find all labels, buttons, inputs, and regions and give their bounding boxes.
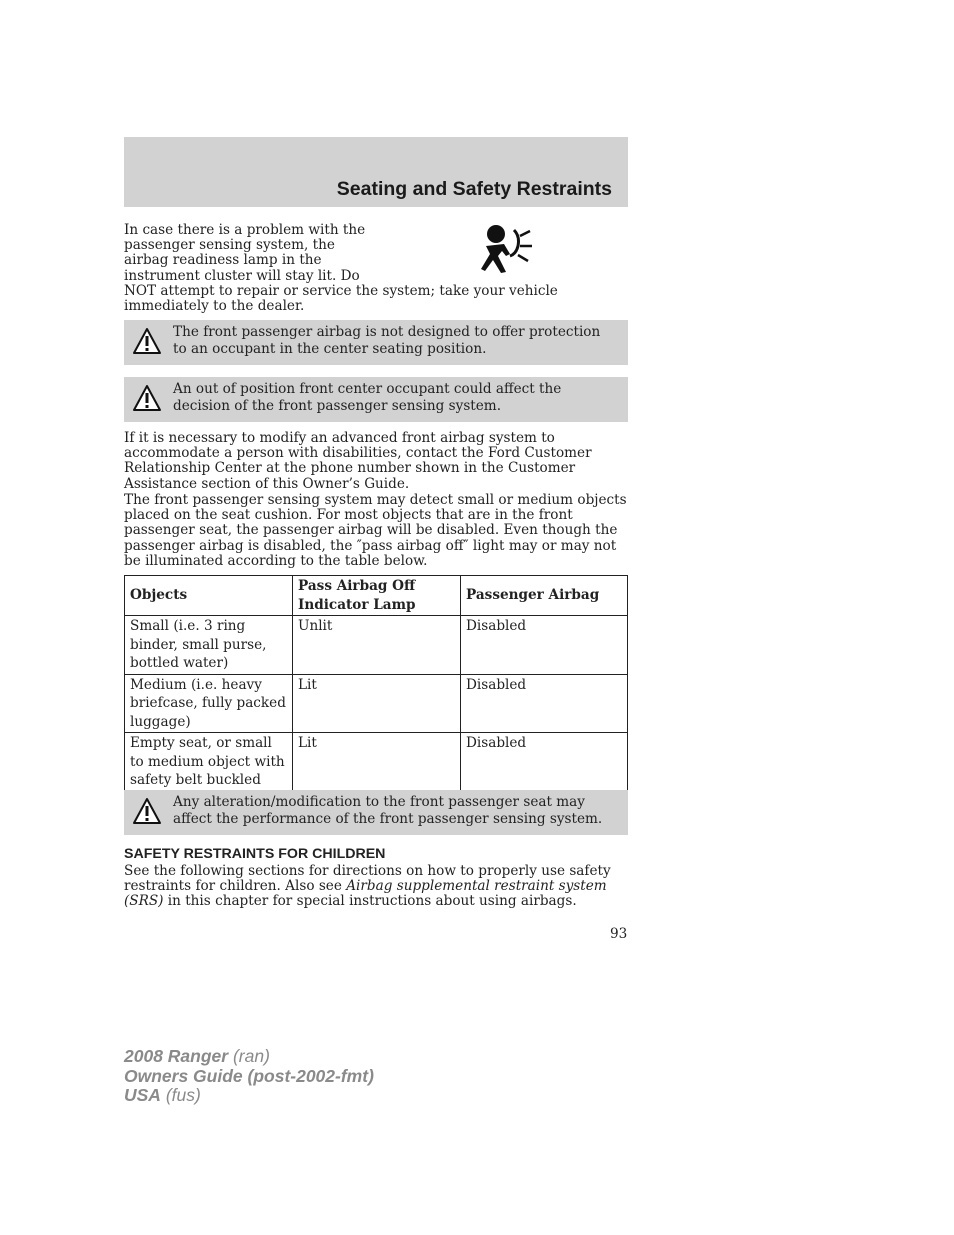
footer-model-code: (ran) [232, 1046, 270, 1066]
warning-text: The front passenger airbag is not designed to offer protection to an occupant in the center seating position. [173, 324, 601, 357]
intro-line: passenger sensing system, the [124, 237, 335, 254]
table-row [125, 733, 628, 792]
srs-reference-link[interactable]: Airbag supplemental restraint system (SRS) [124, 878, 607, 910]
table-cell: Disabled [461, 733, 628, 792]
table-cell: Lit [293, 733, 461, 792]
warning-text: An out of position front center occupant could affect the decision of the front passenger sensing system. [173, 381, 562, 414]
table-cell: Small (i.e. 3 ring binder, small purse, bottled water) [125, 616, 293, 675]
warning-text: Any alteration/modification to the front passenger seat may affect the performance of the front passenger sensing system. [173, 794, 603, 827]
table-cell: Unlit [293, 616, 461, 675]
warning-triangle-icon [132, 384, 162, 412]
footer-market: USA [124, 1085, 161, 1105]
section-heading: SAFETY RESTRAINTS FOR CHILDREN [124, 846, 386, 862]
table-header-row [125, 576, 628, 616]
warning-box [124, 320, 628, 365]
table-cell: Lit [293, 674, 461, 733]
intro-rest: NOT attempt to repair or service the system; take your vehicle immediately to the dealer. [124, 282, 558, 315]
footer-model: 2008 Ranger [124, 1046, 229, 1066]
table-cell: Disabled [461, 674, 628, 733]
warning-triangle-icon [132, 797, 162, 825]
document-footer [124, 1047, 374, 1106]
objects-table [124, 575, 628, 792]
page-number: 93 [610, 926, 628, 942]
intro-line: airbag readiness lamp in the [124, 252, 322, 269]
table-cell: Disabled [461, 616, 628, 675]
footer-market-code: (fus) [165, 1085, 201, 1105]
table-row [125, 674, 628, 733]
disability-paragraph: If it is necessary to modify an advanced front airbag system to accommodate a person with disabilities, contact the Ford Customer Relationship Center at the phone number shown in the Customer Assistance section of this Owner’s Guide. [124, 430, 592, 492]
children-text: in this chapter for special instructions about using airbags. [163, 893, 577, 910]
table-header-cell: Passenger Airbag [461, 576, 628, 616]
sensing-paragraph: The front passenger sensing system may detect small or medium objects placed on the seat cushion. For most objects that are in the front passenger seat, the passenger airbag will be disabled. Even though the passenger airbag is disabled, the ″pass airbag off″ light may or may not be illuminated according to the table below. [124, 492, 627, 569]
airbag-occupant-icon [476, 222, 536, 274]
children-paragraph [124, 864, 628, 910]
section-header-band [124, 137, 628, 207]
footer-guide: Owners Guide (post-2002-fmt) [124, 1065, 374, 1086]
table-cell: Empty seat, or small to medium object with safety belt buckled [125, 733, 293, 792]
intro-line: In case there is a problem with the [124, 222, 366, 238]
warning-box [124, 377, 628, 422]
table-header-cell: Objects [125, 576, 293, 616]
section-title: Seating and Safety Restraints [336, 178, 612, 200]
children-text: See the following sections for directions on how to properly use safety restraints for children. Also see [124, 863, 611, 895]
intro-line: instrument cluster will stay lit. Do [124, 267, 360, 284]
table-header-cell: Pass Airbag Off Indicator Lamp [293, 576, 461, 616]
warning-box [124, 790, 628, 835]
warning-triangle-icon [132, 327, 162, 355]
table-row [125, 616, 628, 675]
table-cell: Medium (i.e. heavy briefcase, fully packed luggage) [125, 674, 293, 733]
